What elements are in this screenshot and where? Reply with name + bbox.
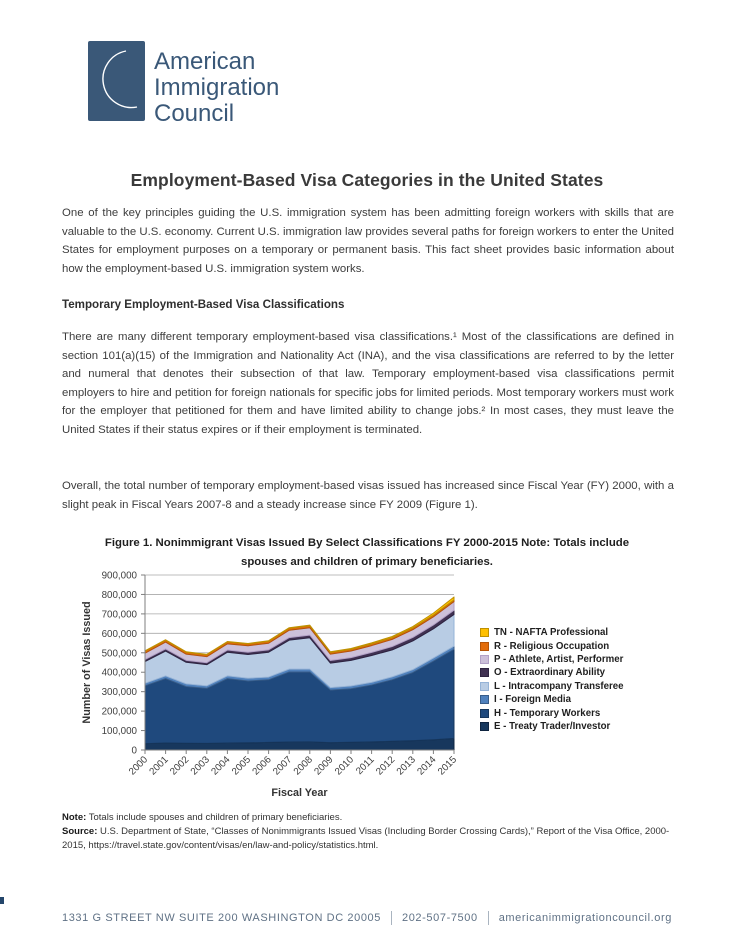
page-edge-mark <box>0 897 4 904</box>
x-tick-label: 2013 <box>394 754 418 778</box>
footer-phone: 202-507-7500 <box>402 912 478 924</box>
source-text: U.S. Department of State, “Classes of Nonimmigrants Issued Visas (Including Border Crossing Cards),” Report of the Visa Office, 2000-2015, https://travel.state.gov/content/visas/en/law-and-policy/statistics.html. <box>62 826 670 851</box>
legend-item <box>480 653 695 666</box>
source-label: Source: <box>62 826 98 837</box>
x-tick-label: 2014 <box>415 754 439 778</box>
legend-label: P - Athlete, Artist, Performer <box>494 653 624 665</box>
y-axis-title: Number of Visas Issued <box>81 601 93 724</box>
legend-label: O - Extraordinary Ability <box>494 667 606 679</box>
note-label: Note: <box>62 812 87 823</box>
footer-website[interactable]: americanimmigrationcouncil.org <box>498 912 672 924</box>
legend-swatch-icon <box>480 722 489 731</box>
x-tick-label: 2001 <box>147 754 171 778</box>
legend-swatch-icon <box>480 668 489 677</box>
x-tick-label: 2000 <box>126 754 151 778</box>
legend-item <box>480 639 695 652</box>
section-heading: Temporary Employment-Based Visa Classifications <box>62 298 345 311</box>
footer-separator <box>391 911 392 925</box>
page-title: Employment-Based Visa Categories in the United States <box>130 170 604 190</box>
legend-swatch-icon <box>480 628 489 637</box>
x-tick-label: 2009 <box>312 754 336 778</box>
x-tick-label: 2007 <box>271 754 295 778</box>
legend-item <box>480 626 695 639</box>
x-tick-label: 2004 <box>209 754 233 778</box>
y-tick-label: 200,000 <box>101 706 137 718</box>
y-tick-label: 300,000 <box>101 687 137 699</box>
figure-caption: Figure 1. Nonimmigrant Visas Issued By Select Classifications FY 2000-2015 Note: Totals include spouses and children of primary beneficiaries. <box>104 537 630 568</box>
logo-line-2: Immigration <box>154 74 280 101</box>
x-tick-label: 2010 <box>332 754 357 778</box>
x-tick-label: 2002 <box>168 754 192 778</box>
legend-item <box>480 693 695 706</box>
logo-mark-icon <box>88 41 145 121</box>
x-tick-label: 2015 <box>435 754 460 778</box>
x-axis-title: Fiscal Year <box>271 787 328 799</box>
chart-legend <box>480 626 695 733</box>
y-tick-label: 0 <box>131 745 137 757</box>
legend-swatch-icon <box>480 655 489 664</box>
legend-item <box>480 666 695 679</box>
org-logo <box>86 40 316 128</box>
page-footer <box>0 911 734 925</box>
note-text: Totals include spouses and children of primary beneficiaries. <box>86 812 343 823</box>
logo-text <box>154 48 279 127</box>
footer-separator <box>488 911 489 925</box>
y-tick-label: 500,000 <box>101 648 137 660</box>
legend-item <box>480 706 695 719</box>
legend-label: I - Foreign Media <box>494 694 571 706</box>
x-tick-label: 2011 <box>354 754 377 778</box>
x-tick-label: 2006 <box>250 754 274 778</box>
legend-swatch-icon <box>480 642 489 651</box>
x-tick-label: 2005 <box>229 754 254 778</box>
logo-graphic <box>86 40 316 128</box>
intro-paragraph: One of the key principles guiding the U.S. immigration system has been admitting foreign workers with skills that are valuable to the U.S. economy. Current U.S. immigration law provides several paths for foreign workers to enter the United States for employment purposes on a temporary or permanent basis. This fact sheet provides basic information about how the employment-based U.S. immigration system works. <box>62 207 674 275</box>
y-tick-label: 900,000 <box>101 570 137 582</box>
y-tick-label: 600,000 <box>101 628 137 640</box>
x-tick-label: 2003 <box>188 754 212 778</box>
x-tick-label: 2008 <box>291 754 315 778</box>
legend-label: H - Temporary Workers <box>494 707 601 719</box>
source-line <box>62 825 676 853</box>
notes-block <box>62 811 676 853</box>
y-tick-label: 100,000 <box>101 726 137 738</box>
legend-swatch-icon <box>480 709 489 718</box>
legend-item <box>480 680 695 693</box>
x-tick-label: 2012 <box>374 754 398 778</box>
legend-swatch-icon <box>480 695 489 704</box>
y-tick-label: 400,000 <box>101 667 137 679</box>
note-line <box>62 811 676 825</box>
legend-label: R - Religious Occupation <box>494 640 610 652</box>
y-tick-label: 800,000 <box>101 589 137 601</box>
footer-address: 1331 G STREET NW SUITE 200 WASHINGTON DC 20005 <box>62 912 381 924</box>
legend-item <box>480 720 695 733</box>
legend-label: TN - NAFTA Professional <box>494 627 609 639</box>
body-paragraph-1: There are many different temporary employment-based visa classifications.¹ Most of the classifications are defined in section 101(a)(15) of the Immigration and Nationality Act (INA), and the visa classifications are referred to by the letter and numeral that denotes their subsection of that law. Temporary employment-based visa classifications permit employers to hire and petition for foreign nationals for specific jobs for limited periods. Most temporary workers must work for the employer that petitioned for them and have limited ability to change jobs.² In most cases, they must leave the United States if their status expires or if their employment is terminated. <box>62 331 674 436</box>
legend-label: E - Treaty Trader/Investor <box>494 720 611 732</box>
logo-line-1: American <box>154 48 256 75</box>
logo-line-3: Council <box>154 100 235 127</box>
body-paragraph-2: Overall, the total number of temporary employment-based visas issued has increased since Fiscal Year (FY) 2000, with a slight peak in Fiscal Years 2007-8 and a steady increase since FY 2009 (Figure 1). <box>62 480 674 511</box>
y-tick-label: 700,000 <box>101 609 137 621</box>
legend-label: L - Intracompany Transferee <box>494 680 624 692</box>
legend-swatch-icon <box>480 682 489 691</box>
